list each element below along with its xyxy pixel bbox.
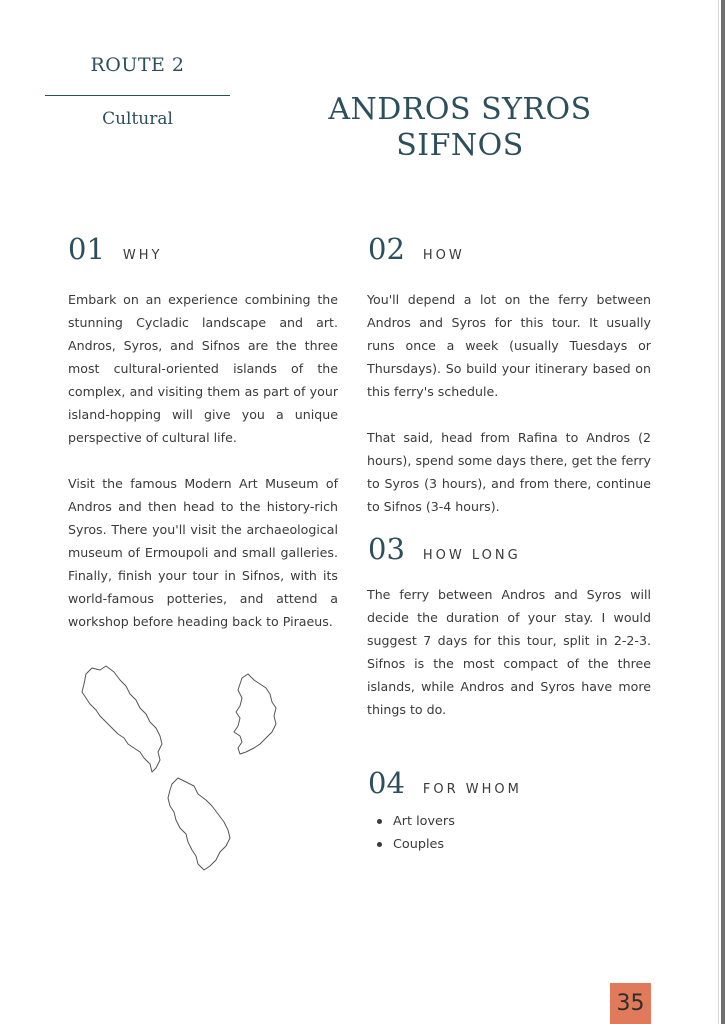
- section-for-whom-heading: [368, 766, 522, 800]
- section-label: FOR WHOM: [422, 782, 522, 797]
- section-why-heading: [68, 232, 162, 266]
- for-whom-list: [367, 810, 455, 856]
- list-item: Art lovers: [367, 810, 455, 833]
- title-line-1: ANDROS SYROS: [328, 92, 592, 127]
- page-edge-line: [718, 0, 719, 1024]
- how-paragraph-2: That said, head from Rafina to Andros (2 hours), spend some days there, get the ferry to Syros (3 hours), and from there, continue to Sifnos (3-4 hours).: [367, 430, 651, 514]
- section-label: WHY: [122, 248, 163, 263]
- section-number: 02: [368, 232, 405, 266]
- title-line-2: SIFNOS: [396, 128, 524, 163]
- section-how-heading: [368, 232, 465, 266]
- section-number: 04: [368, 766, 405, 800]
- page-edge: [721, 0, 725, 1024]
- sifnos-island-outline: [168, 778, 230, 870]
- why-paragraph-1: Embark on an experience combining the stunning Cycladic landscape and art. Andros, Syros, and Sifnos are the three most cultural-oriented islands of the complex, and visiting them as part of your island-hopping will give you a unique perspective of cultural life.: [68, 292, 338, 445]
- section-label: HOW LONG: [422, 548, 521, 563]
- section-label: HOW: [422, 248, 465, 263]
- page-number-badge: 35: [610, 983, 651, 1024]
- syros-island-outline: [234, 674, 276, 754]
- page-title: [300, 92, 620, 164]
- how-paragraph-1: You'll depend a lot on the ferry between Andros and Syros for this tour. It usually runs once a week (usually Tuesdays or Thursdays). So build your itinerary based on this ferry's schedule.: [367, 292, 651, 399]
- how-long-paragraph: The ferry between Andros and Syros will decide the duration of your stay. I would suggest 7 days for this tour, split in 2-2-3. Sifnos is the most compact of the three islands, while Andros and Syros have more things to do.: [367, 587, 651, 717]
- andros-island-outline: [82, 666, 162, 772]
- category-label: Cultural: [102, 109, 173, 129]
- route-divider: [45, 95, 230, 96]
- section-how-long-heading: [368, 532, 521, 566]
- islands-map-illustration: [70, 660, 300, 880]
- section-number: 01: [68, 232, 105, 266]
- route-label: ROUTE 2: [90, 54, 185, 76]
- section-number: 03: [368, 532, 405, 566]
- why-paragraph-2: Visit the famous Modern Art Museum of Andros and then head to the history-rich Syros. There you'll visit the archaeological museum of Ermoupoli and small galleries. Finally, finish your tour in Sifnos, with its world-famous potteries, and attend a workshop before heading back to Piraeus.: [68, 476, 338, 629]
- list-item: Couples: [367, 833, 455, 856]
